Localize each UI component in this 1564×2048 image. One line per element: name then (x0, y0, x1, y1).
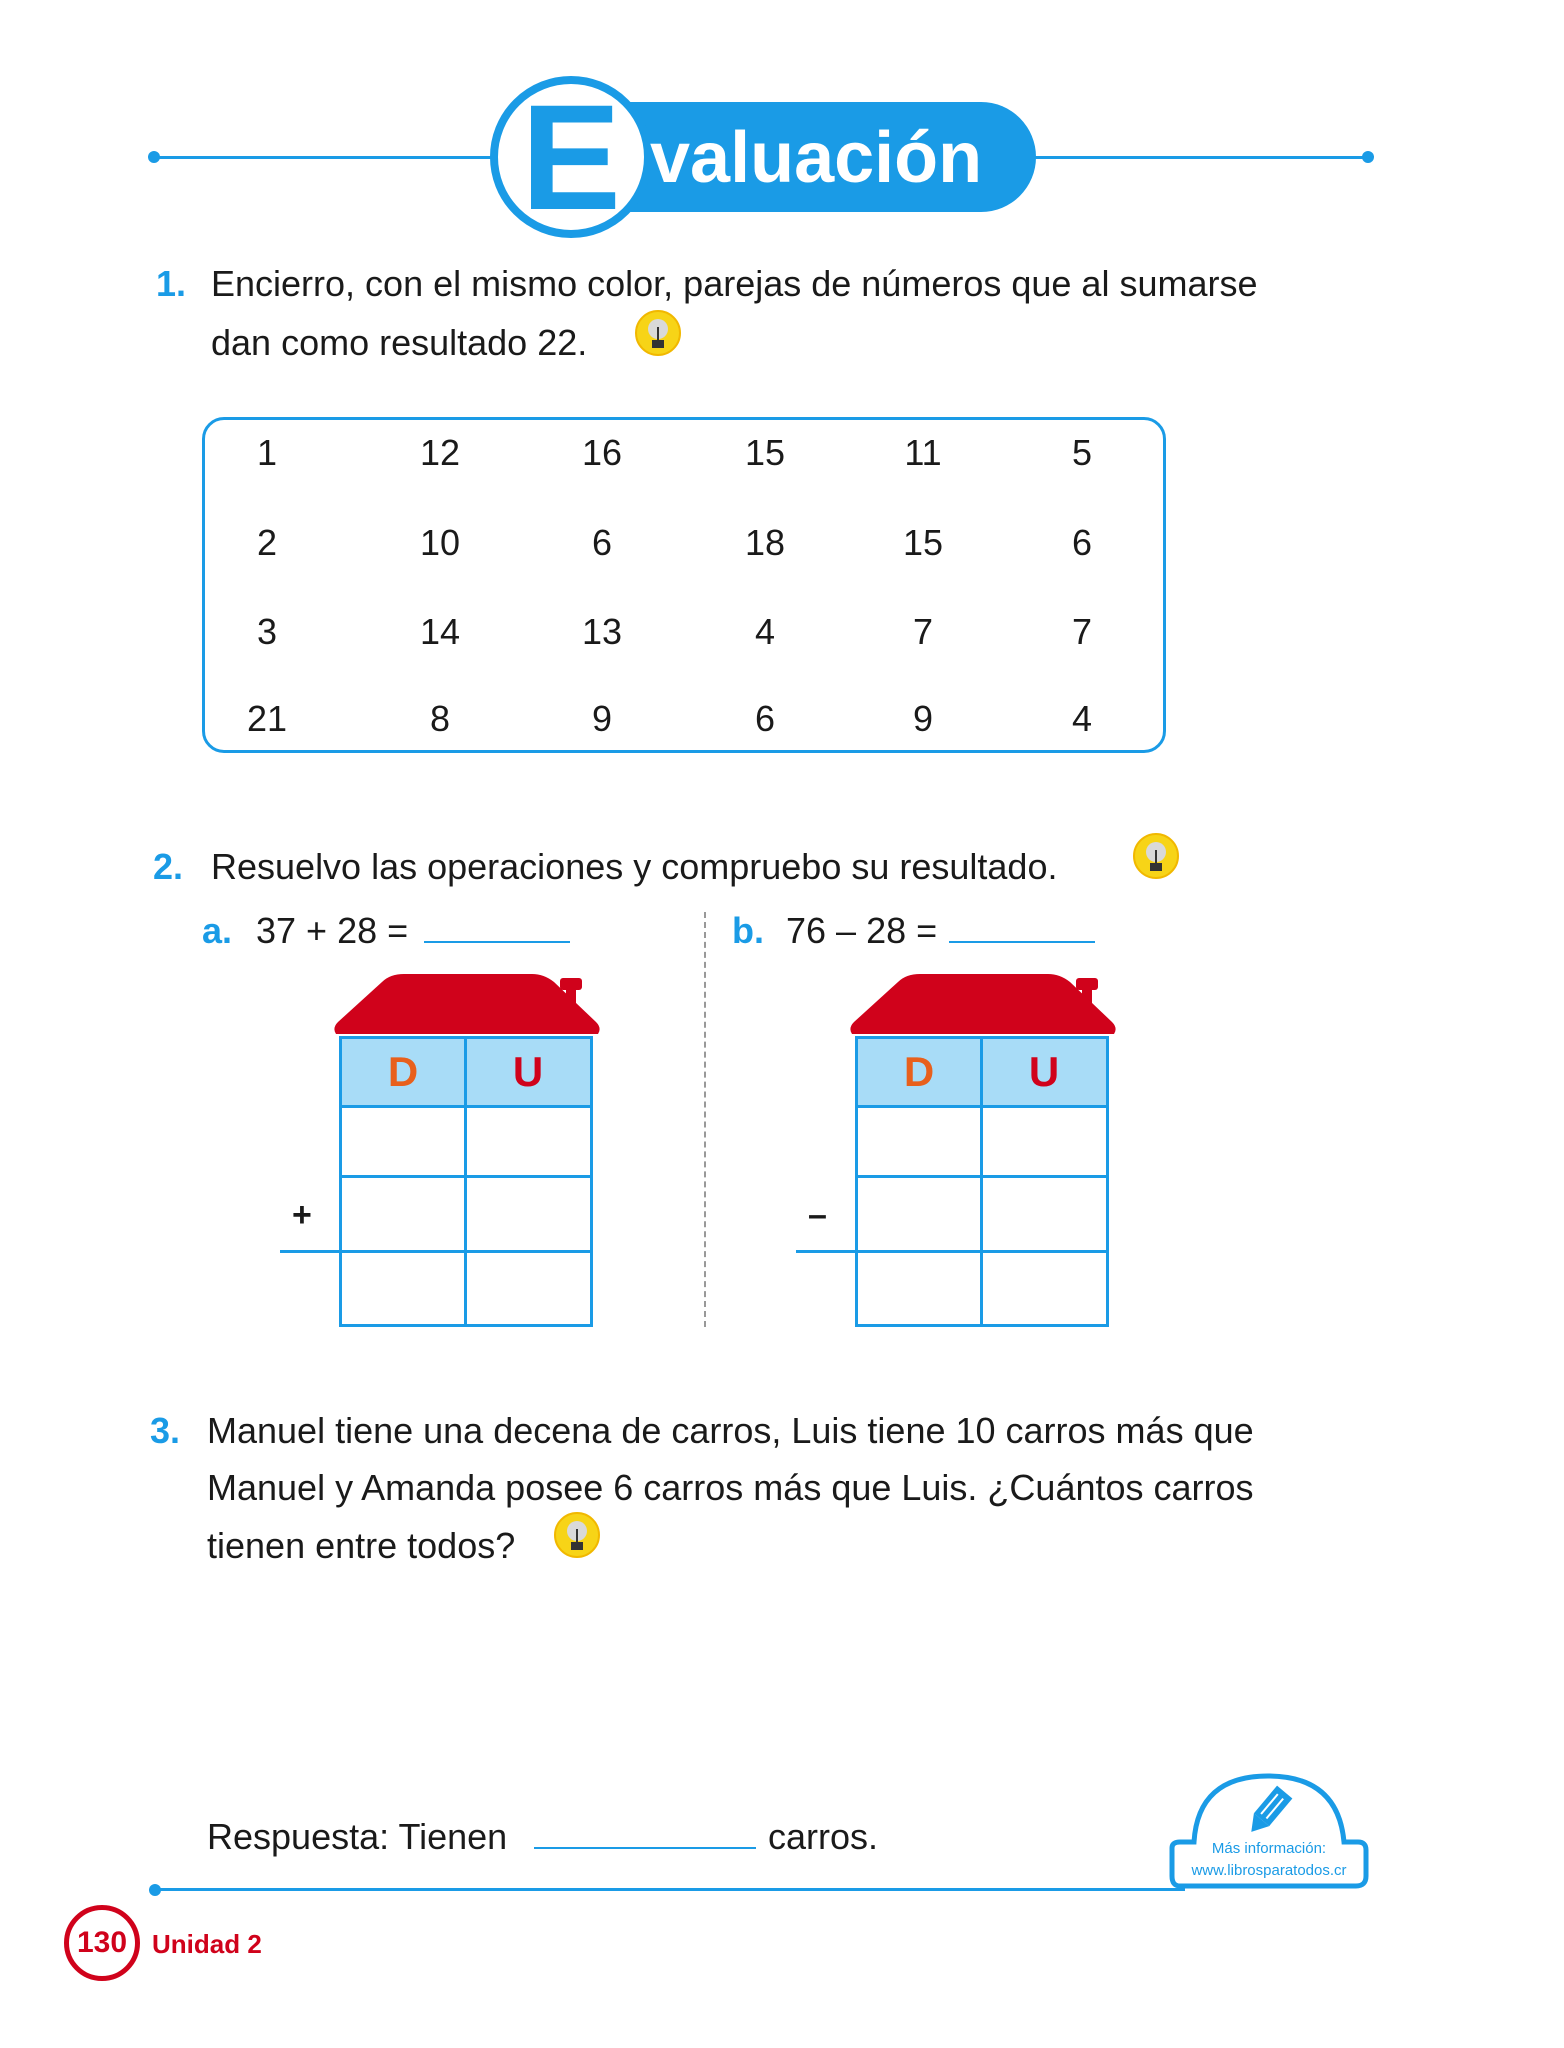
answer-cell[interactable] (467, 1108, 589, 1174)
q3-line3: tienen entre todos? (207, 1525, 516, 1566)
grid-number[interactable]: 4 (1071, 698, 1093, 739)
answer-cell[interactable] (342, 1178, 464, 1244)
grid-number[interactable]: 16 (581, 432, 623, 473)
q2-text: Resuelvo las operaciones y compruebo su resultado. (211, 846, 1058, 887)
header-line-dot-right (1362, 151, 1374, 163)
grid-number[interactable]: 15 (902, 522, 944, 563)
q3-number: 3. (150, 1410, 181, 1451)
q2a-expression: 37 + 28 = (256, 910, 409, 951)
grid-number[interactable]: 4 (754, 611, 776, 652)
q2a-answer-blank[interactable] (424, 941, 570, 943)
q2-number: 2. (153, 846, 184, 887)
grid-number[interactable]: 6 (591, 522, 613, 563)
answer-cell[interactable] (858, 1108, 980, 1174)
grid-number[interactable]: 7 (1071, 611, 1093, 652)
grid-number[interactable]: 21 (246, 698, 288, 739)
house-a (292, 970, 602, 1330)
footer-line (155, 1888, 1185, 1891)
q1-line1: Encierro, con el mismo color, parejas de números que al sumarse (211, 263, 1258, 304)
grid-number[interactable]: 5 (1071, 432, 1093, 473)
grid-number[interactable]: 15 (744, 432, 786, 473)
q1-number: 1. (156, 263, 187, 304)
info-url[interactable]: www.librosparatodos.cr (1191, 1862, 1347, 1879)
grid-number[interactable]: 2 (256, 522, 278, 563)
unit-label: Unidad 2 (152, 1929, 262, 1959)
header-line-right (1030, 156, 1368, 159)
lightbulb-icon (1132, 832, 1180, 880)
grid-number[interactable]: 14 (419, 611, 461, 652)
house-b (808, 970, 1118, 1330)
grid-number[interactable]: 10 (419, 522, 461, 563)
grid-number[interactable]: 18 (744, 522, 786, 563)
answer-suffix: carros. (768, 1816, 879, 1857)
answer-cell[interactable] (342, 1108, 464, 1174)
answer-cell[interactable] (467, 1178, 589, 1244)
tens-header: D (387, 1048, 419, 1095)
grid-number[interactable]: 13 (581, 611, 623, 652)
answer-prefix: Respuesta: Tienen (207, 1816, 508, 1857)
answer-cell[interactable] (342, 1253, 464, 1319)
q3-line1: Manuel tiene una decena de carros, Luis tiene 10 carros más que (207, 1410, 1254, 1451)
q2b-expression: 76 – 28 = (786, 910, 938, 951)
q2a-label: a. (202, 910, 233, 951)
grid-number[interactable]: 3 (256, 611, 278, 652)
info-label: Más información: (1211, 1840, 1327, 1857)
units-header: U (512, 1048, 544, 1095)
answer-cell[interactable] (467, 1253, 589, 1319)
q2b-label: b. (732, 910, 764, 951)
grid-number[interactable]: 8 (429, 698, 451, 739)
answer-blank[interactable] (534, 1847, 756, 1849)
grid-number[interactable]: 9 (912, 698, 934, 739)
grid-number[interactable]: 7 (912, 611, 934, 652)
lightbulb-icon (553, 1511, 601, 1559)
q3-line2: Manuel y Amanda posee 6 carros más que Luis. ¿Cuántos carros (207, 1467, 1254, 1508)
grid-number[interactable]: 9 (591, 698, 613, 739)
grid-number[interactable]: 12 (419, 432, 461, 473)
tens-header: D (903, 1048, 935, 1095)
grid-number[interactable]: 11 (904, 432, 942, 473)
answer-cell[interactable] (858, 1253, 980, 1319)
number-grid-box (202, 417, 1166, 753)
header-line-left (154, 156, 494, 159)
answer-cell[interactable] (983, 1178, 1105, 1244)
answer-cell[interactable] (983, 1108, 1105, 1174)
operation-sign: + (292, 1196, 312, 1234)
grid-number[interactable]: 6 (754, 698, 776, 739)
answer-cell[interactable] (983, 1253, 1105, 1319)
lightbulb-icon (634, 309, 682, 357)
q2b-answer-blank[interactable] (949, 941, 1095, 943)
page-title: valuación (650, 118, 983, 198)
grid-number[interactable]: 6 (1071, 522, 1093, 563)
grid-number[interactable]: 1 (256, 432, 278, 473)
page-number: 130 (76, 1926, 128, 1959)
units-header: U (1028, 1048, 1060, 1095)
answer-cell[interactable] (858, 1178, 980, 1244)
title-initial: E (520, 73, 622, 241)
q1-line2: dan como resultado 22. (211, 322, 588, 363)
house-roof (332, 970, 602, 1040)
divider (704, 912, 706, 1327)
house-roof (848, 970, 1118, 1040)
operation-sign: – (808, 1196, 827, 1234)
